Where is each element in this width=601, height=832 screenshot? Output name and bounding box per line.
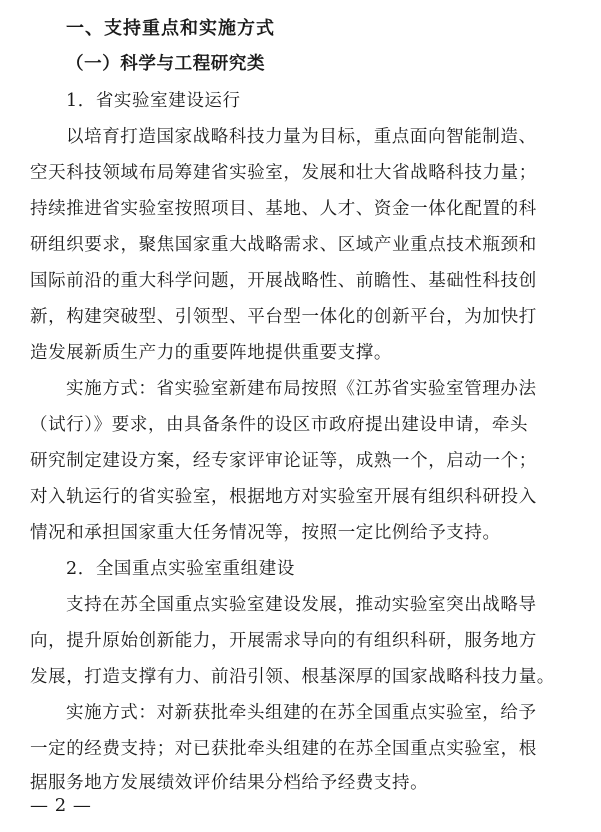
subsection-heading: （一）科学与工程研究类 — [66, 54, 266, 74]
paragraph-line: （试行）》要求，由具备条件的设区市政府提出建设申请，牵头 — [30, 415, 529, 435]
paragraph-line: 空天科技领域布局筹建省实验室，发展和壮大省战略科技力量； — [30, 163, 537, 183]
paragraph-line: 据服务地方发展绩效评价结果分档给予经费支持。 — [30, 773, 429, 793]
page-number: — 2 — — [30, 795, 92, 816]
paragraph-line: 研组织要求，聚焦国家重大战略需求、区域产业重点技术瓶颈和 — [30, 235, 537, 255]
paragraph-line: 实施方式：对新获批牵头组建的在苏全国重点实验室，给予 — [66, 703, 537, 723]
paragraph-line: 向，提升原始创新能力，开展需求导向的有组织科研，服务地方 — [30, 631, 537, 651]
paragraph-line: 发展，打造支撑有力、前沿引领、根基深厚的国家战略科技力量。 — [30, 667, 555, 687]
paragraph-line: 国际前沿的重大科学问题，开展战略性、前瞻性、基础性科技创 — [30, 271, 537, 291]
paragraph-line: 一定的经费支持；对已获批牵头组建的在苏全国重点实验室，根 — [30, 739, 537, 759]
paragraph-line: 以培育打造国家战略科技力量为目标，重点面向智能制造、 — [66, 127, 537, 147]
item2-title: 2．全国重点实验室重组建设 — [66, 559, 295, 579]
paragraph-line: 新，构建突破型、引领型、平台型一体化的创新平台，为加快打 — [30, 307, 537, 327]
paragraph-line: 情况和承担国家重大任务情况等，按照一定比例给予支持。 — [30, 523, 501, 543]
paragraph-line: 对入轨运行的省实验室，根据地方对实验室开展有组织科研投入 — [30, 487, 537, 507]
paragraph-line: 持续推进省实验室按照项目、基地、人才、资金一体化配置的科 — [30, 199, 537, 219]
paragraph-line: 支持在苏全国重点实验室建设发展，推动实验室突出战略导 — [66, 595, 537, 615]
paragraph-line: 造发展新质生产力的重要阵地提供重要支撑。 — [30, 343, 392, 363]
item1-title: 1．省实验室建设运行 — [66, 91, 241, 111]
paragraph-line: 研究制定建设方案，经专家评审论证等，成熟一个，启动一个； — [30, 451, 537, 471]
section-heading: 一、支持重点和实施方式 — [66, 18, 275, 39]
paragraph-line: 实施方式：省实验室新建布局按照《江苏省实验室管理办法 — [66, 379, 537, 399]
